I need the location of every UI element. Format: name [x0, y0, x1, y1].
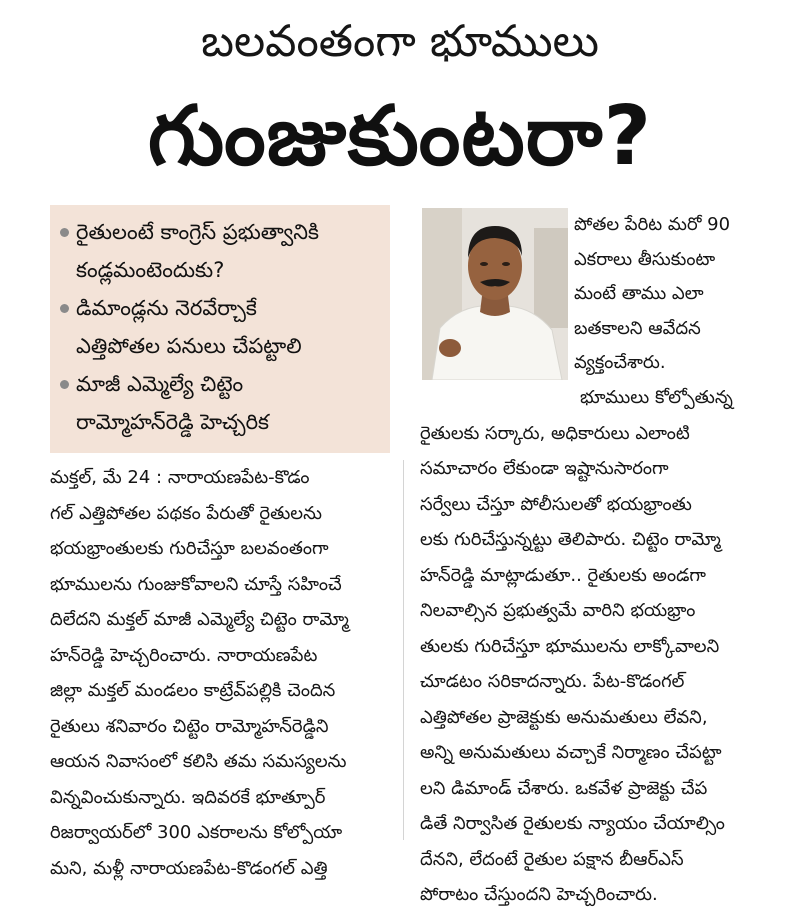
body-line: విన్నవించుకున్నారు. ఇదివరకే భూత్పూర్	[50, 786, 326, 808]
body-line: జిల్లా మక్తల్ మండలం కాట్రేవ్‌పల్లికి చెందిన	[50, 680, 336, 701]
highlight-line: డిమాండ్లను నెరవేర్చాకే	[76, 296, 257, 320]
body-line: రైతులకు సర్కారు, అధికారులు ఎలాంటి	[420, 422, 690, 444]
body-line: లకు గురిచేస్తున్నట్టు తెలిపారు. చిట్టెం రామ్మో	[420, 529, 721, 550]
highlight-line: రామ్మోహన్‌రెడ్డి హెచ్చరిక	[76, 410, 269, 434]
body-line: గల్ ఎత్తిపోతల పథకం పేరుతో రైతులను	[50, 502, 322, 524]
person-portrait-icon	[422, 208, 568, 380]
body-line: వ్యక్తంచేశారు.	[574, 352, 666, 373]
body-line: హన్‌రెడ్డి హెచ్చరించారు. నారాయణపేట	[50, 644, 318, 666]
body-line: భూములను గుంజుకోవాలని చూస్తే సహించే	[50, 573, 342, 595]
highlight-line: మాజీ ఎమ్మెల్యే చిట్టెం	[76, 372, 244, 396]
column-divider	[403, 460, 404, 840]
body-line: రిజర్వాయర్‌లో 300 ఎకరాలను కోల్పోయా	[50, 822, 343, 843]
body-line: హన్‌రెడ్డి మాట్లాడుతూ.. రైతులకు అండగా	[420, 564, 706, 586]
body-line: దిలేదని మక్తల్ మాజీ ఎమ్మెల్యే చిట్టెం రామ్మో	[50, 609, 349, 630]
body-left-column	[50, 460, 390, 886]
body-line: అన్ని అనుమతులు వచ్చాకే నిర్మాణం చేపట్టా	[420, 742, 722, 763]
body-line: లని డిమాండ్ చేశారు. ఒకవేళ ప్రాజెక్టు చేప	[420, 777, 708, 799]
highlight-line: ఎత్తిపోతల పనులు చేపట్టాలి	[76, 334, 302, 358]
body-line: సమాచారం లేకుండా ఇష్టానుసారంగా	[420, 458, 669, 479]
body-line: బతకాలని ఆవేదన	[574, 317, 701, 339]
article-kicker: బలవంతంగా భూములు	[200, 16, 600, 67]
body-line: మని, మళ్లీ నారాయణపేట-కొడంగల్ ఎత్తి	[50, 857, 328, 879]
highlight-item	[58, 289, 382, 365]
article-headline: గుంజుకుంటరా?	[147, 89, 653, 184]
bullet-icon	[60, 380, 69, 389]
body-line: ఎత్తిపోతల ప్రాజెక్టుకు అనుమతులు లేవని,	[420, 706, 708, 728]
body-line: పోతల పేరిట మరో 90	[574, 214, 731, 235]
body-line: నిలవాల్సిన ప్రభుత్వమే వారిని భయభ్రాం	[420, 600, 696, 621]
highlight-line: రైతులంటే కాంగ్రెస్ ప్రభుత్వానికి	[76, 220, 319, 244]
body-line: డితే నిర్వాసిత రైతులకు న్యాయం చేయాల్సిం	[420, 813, 725, 834]
body-line: ఎకరాలు తీసుకుంటా	[574, 248, 716, 270]
highlight-item	[58, 365, 382, 441]
highlights-box	[50, 205, 390, 453]
body-line: మంటే తాము ఎలా	[574, 283, 704, 304]
highlight-item	[58, 213, 382, 289]
body-line: చూడటం సరికాదన్నారు. పేట-కొడంగల్	[420, 671, 685, 692]
body-line: పోరాటం చేస్తుందని హెచ్చరించారు.	[420, 884, 658, 905]
body-line: మక్తల్, మే 24 : నారాయణపేట-కొడం	[50, 467, 310, 488]
body-line: భూములు కోల్పోతున్న	[580, 387, 733, 408]
body-right-column	[420, 380, 772, 913]
body-line: రైతులు శనివారం చిట్టెం రామ్మోహన్‌రెడ్డిని	[50, 715, 329, 737]
leader-photo	[422, 208, 568, 380]
body-line: తులకు గురిచేస్తూ భూములను లాక్కోవాలని	[420, 635, 720, 657]
body-line: దేనని, లేదంటే రైతుల పక్షాన బీఆర్ఎస్	[420, 848, 684, 870]
body-right-top	[574, 208, 770, 381]
highlight-line: కండ్లమంటెందుకు?	[76, 258, 225, 282]
body-line: ఆయన నివాసంలో కలిసి తమ సమస్యలను	[50, 751, 347, 772]
body-line: సర్వేలు చేస్తూ పోలీసులతో భయభ్రాంతు	[420, 493, 692, 515]
bullet-icon	[60, 304, 69, 313]
body-line: భయభ్రాంతులకు గురిచేస్తూ బలవంతంగా	[50, 538, 329, 559]
bullet-icon	[60, 228, 69, 237]
